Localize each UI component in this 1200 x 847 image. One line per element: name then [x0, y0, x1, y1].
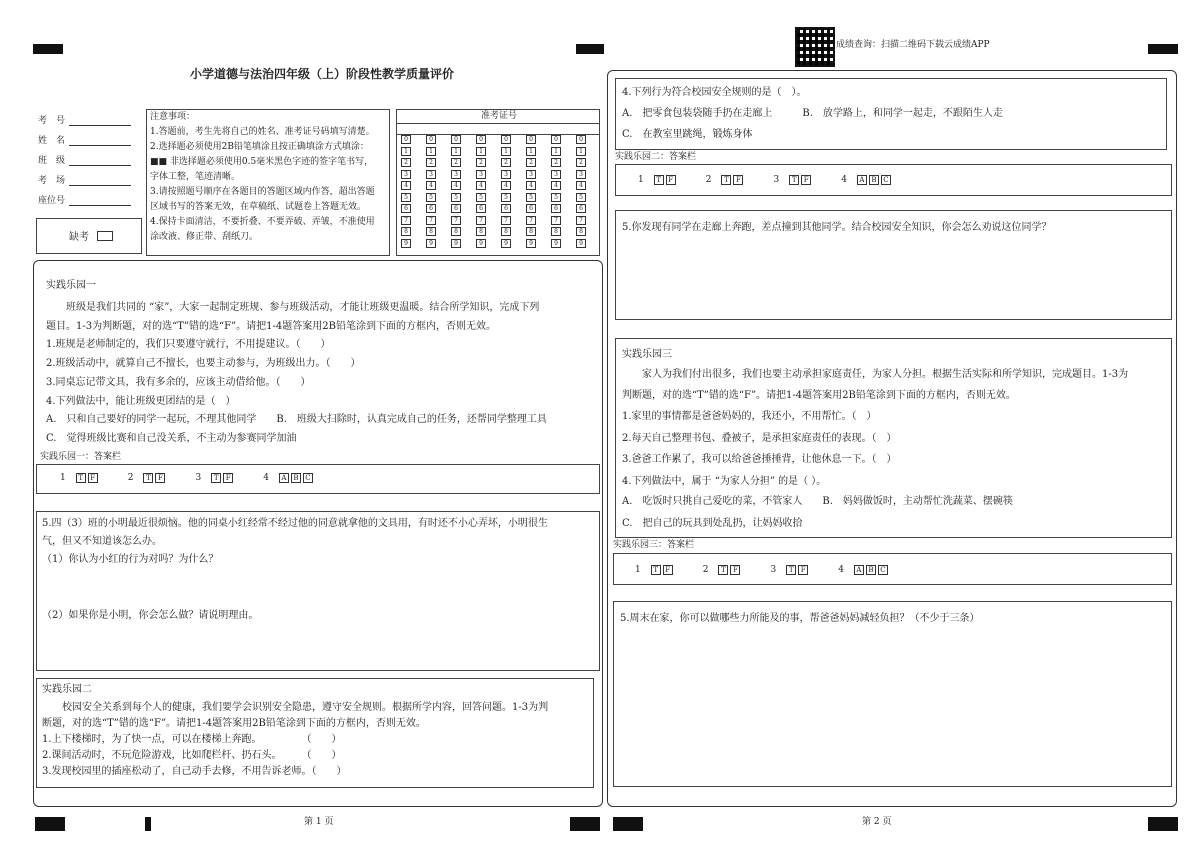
section2-q4-box	[615, 78, 1167, 150]
notes-box	[146, 109, 390, 256]
section2-intro: 校园安全关系到每个人的健康，我们要学会识别安全隐患，遵守安全规则。根据所学内容，回答问题。1-3为判	[42, 702, 549, 713]
digit-bubble[interactable]: 3	[476, 170, 486, 179]
answer-bubble[interactable]: B	[866, 565, 876, 575]
digit-bubble[interactable]: 4	[476, 181, 486, 190]
answer-number: 3	[773, 175, 780, 185]
registration-mark	[613, 817, 643, 831]
digit-bubble[interactable]: 5	[526, 193, 536, 202]
section1-q5-part2: （2）如果你是小明，你会怎么做？请说明理由。	[42, 610, 259, 621]
registration-mark	[33, 44, 63, 54]
digit-bubble[interactable]: 8	[476, 227, 486, 236]
answer-bubble[interactable]: T	[654, 175, 664, 185]
digit-bubble[interactable]: 3	[426, 170, 436, 179]
section2-q4-options: A. 把零食包装袋随手扔在走廊上 B. 放学路上，和同学一起走，不跟陌生人走	[622, 108, 1003, 119]
answer-bubble[interactable]: B	[869, 175, 879, 185]
section2-q5-box	[615, 210, 1172, 320]
digit-bubble[interactable]: 8	[551, 227, 561, 236]
digit-bubble[interactable]: 9	[526, 239, 536, 248]
digit-bubble[interactable]: 7	[451, 216, 461, 225]
section2-q3: 3.发现校园里的插座松动了，自己动手去修，不用告诉老师。（ ）	[42, 766, 347, 777]
digit-bubble[interactable]: 2	[501, 158, 511, 167]
digit-bubble[interactable]: 3	[401, 170, 411, 179]
digit-bubble[interactable]: 5	[576, 193, 586, 202]
digit-bubble[interactable]: 2	[401, 158, 411, 167]
section1-answer-label: 实践乐园一：答案栏	[40, 452, 122, 462]
answer-bubble[interactable]: T	[718, 565, 728, 575]
answer-options	[786, 565, 810, 575]
digit-bubble[interactable]: 9	[476, 239, 486, 248]
answer-options	[857, 175, 893, 185]
digit-bubble[interactable]: 5	[476, 193, 486, 202]
section1-q5-part1: （1）你认为小红的行为对吗？为什么？	[42, 554, 219, 565]
answer-bubble[interactable]: B	[291, 473, 301, 483]
digit-bubble[interactable]: 4	[551, 181, 561, 190]
notes-line: 区域书写的答案无效，在草稿纸、试题卷上答题无效。	[150, 202, 367, 212]
section3-q2: 2.每天自己整理书包、叠被子，是承担家庭责任的表现。（ ）	[622, 433, 897, 444]
answer-bubble[interactable]: T	[211, 473, 221, 483]
notes-line: 3.请按照题号顺序在各题目的答题区域内作答，超出答题	[150, 187, 375, 197]
digit-bubble[interactable]: 4	[501, 181, 511, 190]
answer-number: 1	[60, 473, 66, 483]
section1-q5: 气，但又不知道该怎么办。	[42, 536, 162, 547]
digit-bubble[interactable]: 7	[501, 216, 511, 225]
answer-number: 3	[770, 565, 777, 575]
answer-bubble[interactable]: F	[730, 565, 740, 575]
digit-bubble[interactable]: 0	[426, 135, 436, 144]
digit-bubble[interactable]: 5	[451, 193, 461, 202]
section1-intro: 班级是我们共同的 “家”，大家一起制定班规、参与班级活动，才能让班级更温暖。结合所学知识，完成下列	[46, 302, 540, 313]
answer-number: 4	[838, 565, 844, 575]
admission-digit-column	[426, 135, 436, 250]
answer-bubble[interactable]: T	[721, 175, 731, 185]
answer-options	[654, 175, 678, 185]
digit-bubble[interactable]: 1	[551, 147, 561, 156]
section3-intro: 家人为我们付出很多，我们也要主动承担家庭责任，为家人分担。根据生活实际和所学知识，完成题目。1-3为	[622, 369, 1129, 380]
answer-bubble[interactable]: C	[878, 565, 888, 575]
digit-bubble[interactable]: 0	[501, 135, 511, 144]
notes-line: 2.选择题必须使用2B铅笔填涂且按正确填涂方式填涂：	[150, 142, 369, 152]
digit-bubble[interactable]: 3	[526, 170, 536, 179]
digit-bubble[interactable]: 3	[576, 170, 586, 179]
answer-bubble[interactable]: F	[88, 473, 98, 483]
digit-bubble[interactable]: 7	[576, 216, 586, 225]
section3-q4-options: C. 把自己的玩具到处乱扔，让妈妈收拾	[622, 518, 803, 529]
digit-bubble[interactable]: 1	[426, 147, 436, 156]
section1-q5-box	[36, 511, 600, 671]
answer-options	[76, 473, 100, 483]
section1-q3: 3.同桌忘记带文具，我有多余的，应该主动借给他。（ ）	[46, 377, 311, 388]
page-number: 第 1 页	[304, 817, 334, 827]
answer-options	[854, 565, 890, 575]
section2-intro: 断题，对的选“T”错的选“F”。请把1-4题答案用2B铅笔涂到下面的方框内，否则无效。	[42, 718, 426, 729]
registration-mark	[1148, 817, 1178, 831]
answer-number: 2	[702, 565, 709, 575]
section3-q5: 5.周末在家，你可以做哪些力所能及的事，帮爸爸妈妈减轻负担？（不少于三条）	[620, 613, 980, 624]
digit-bubble[interactable]: 3	[551, 170, 561, 179]
admission-label: 准考证号	[481, 111, 518, 121]
digit-bubble[interactable]: 9	[501, 239, 511, 248]
answer-bubble[interactable]: F	[801, 175, 811, 185]
section1-q4: 4.下列做法中，能让班级更团结的是（ ）	[46, 396, 236, 407]
section2-q4: 4.下列行为符合校园安全规则的是（ ）。	[622, 87, 807, 98]
digit-bubble[interactable]: 6	[576, 204, 586, 213]
digit-bubble[interactable]: 0	[526, 135, 536, 144]
section1-q1: 1.班规是老师制定的，我们只要遵守就行，不用提建议。（ ）	[46, 339, 331, 350]
digit-bubble[interactable]: 1	[476, 147, 486, 156]
digit-bubble[interactable]: 4	[451, 181, 461, 190]
digit-bubble[interactable]: 3	[501, 170, 511, 179]
digit-bubble[interactable]: 7	[426, 216, 436, 225]
digit-bubble[interactable]: 2	[426, 158, 436, 167]
section1-q4-options: C. 觉得班级比赛和自己没关系，不主动为参赛同学加油	[46, 433, 297, 444]
field-exam-number[interactable]: 考 号	[38, 113, 131, 126]
admission-digit-column	[401, 135, 411, 250]
answer-bubble[interactable]: F	[733, 175, 743, 185]
answer-bubble[interactable]: F	[155, 473, 165, 483]
digit-bubble[interactable]: 0	[576, 135, 586, 144]
answer-number: 2	[705, 175, 712, 185]
digit-bubble[interactable]: 7	[526, 216, 536, 225]
answer-bubble[interactable]: C	[303, 473, 313, 483]
answer-bubble[interactable]: T	[651, 565, 661, 575]
answer-bubble[interactable]: T	[143, 473, 153, 483]
digit-bubble[interactable]: 4	[401, 181, 411, 190]
registration-mark	[576, 44, 604, 54]
answer-bubble[interactable]: A	[857, 175, 867, 185]
notes-heading: 注意事项：	[150, 112, 196, 122]
section2-answer-label: 实践乐园二：答案栏	[615, 152, 697, 162]
qr-caption: 成绩查询：扫描二维码下载云成绩APP	[836, 40, 990, 50]
digit-bubble[interactable]: 2	[526, 158, 536, 167]
answer-options	[651, 565, 675, 575]
field-class[interactable]: 班 级	[38, 153, 131, 166]
digit-bubble[interactable]: 3	[451, 170, 461, 179]
section3-q1: 1.家里的事情都是爸爸妈妈的，我还小，不用帮忙。（ ）	[622, 411, 877, 422]
section1-title: 实践乐园一	[46, 280, 96, 291]
notes-line: 字体工整，笔迹清晰。	[150, 172, 241, 182]
answer-bubble[interactable]: A	[854, 565, 864, 575]
digit-bubble[interactable]: 0	[401, 135, 411, 144]
answer-bubble[interactable]: F	[666, 175, 676, 185]
admission-digit-column	[451, 135, 461, 250]
admission-digit-column	[526, 135, 536, 250]
section2-q4-options: C. 在教室里跳绳，锻炼身体	[622, 129, 753, 140]
section2-answer-row[interactable]	[638, 175, 921, 185]
section2-box	[36, 678, 594, 788]
answer-bubble[interactable]: C	[881, 175, 891, 185]
absent-box	[36, 218, 142, 254]
digit-bubble[interactable]: 0	[451, 135, 461, 144]
section3-q5-box	[613, 601, 1172, 787]
digit-bubble[interactable]: 2	[476, 158, 486, 167]
digit-bubble[interactable]: 5	[501, 193, 511, 202]
answer-bubble[interactable]: F	[223, 473, 233, 483]
section3-q3: 3.爸爸工作累了，我可以给爸爸捶捶背，让他休息一下。（ ）	[622, 454, 897, 465]
answer-options	[789, 175, 813, 185]
section1-intro: 题目。1-3为判断题，对的选“T”错的选“F”。请把1-4题答案用2B铅笔涂到下面的方框内，否则无效。	[46, 321, 496, 332]
absent-label: 缺考	[69, 232, 89, 243]
field-seat[interactable]: 座位号	[38, 193, 131, 206]
section1-answer-row[interactable]	[60, 473, 343, 483]
notes-line: 1.答题前，考生先将自己的姓名、准考证号码填写清楚。	[150, 127, 375, 137]
section3-title: 实践乐园三	[622, 349, 672, 360]
digit-bubble[interactable]: 1	[401, 147, 411, 156]
section1-q5: 5.四（3）班的小明最近很烦恼。他的同桌小红经常不经过他的同意就拿他的文具用，有时还不小心弄坏，小明很生	[42, 518, 548, 529]
digit-bubble[interactable]: 8	[501, 227, 511, 236]
answer-bubble[interactable]: T	[786, 565, 796, 575]
section3-q4: 4.下列做法中，属于 “为家人分担” 的是（ ）。	[622, 476, 827, 487]
digit-bubble[interactable]: 8	[426, 227, 436, 236]
field-room[interactable]: 考 场	[38, 173, 131, 186]
admission-digit-column	[476, 135, 486, 250]
absent-checkbox[interactable]	[97, 231, 113, 241]
digit-bubble[interactable]: 6	[501, 204, 511, 213]
digit-bubble[interactable]: 6	[551, 204, 561, 213]
digit-bubble[interactable]: 5	[426, 193, 436, 202]
answer-bubble[interactable]: T	[789, 175, 799, 185]
section2-q1: 1.上下楼梯时，为了快一点，可以在楼梯上奔跑。 （ ）	[42, 734, 342, 745]
section3-box	[615, 338, 1172, 538]
digit-bubble[interactable]: 4	[576, 181, 586, 190]
digit-bubble[interactable]: 1	[576, 147, 586, 156]
section3-answer-row[interactable]	[635, 565, 918, 575]
section3-q4-options: A. 吃饭时只挑自己爱吃的菜，不管家人 B. 妈妈做饭时，主动帮忙洗蔬菜、摆碗筷	[622, 496, 1013, 507]
page-number: 第 2 页	[862, 817, 892, 827]
section3-intro: 判断题，对的选“T”错的选“F”。请把1-4题答案用2B铅笔涂到下面的方框内，否则无效。	[622, 390, 1016, 401]
admission-digit-column	[576, 135, 586, 250]
digit-bubble[interactable]: 2	[576, 158, 586, 167]
registration-mark	[570, 817, 600, 831]
student-info	[38, 113, 131, 206]
notes-line: 4.保持卡面清洁，不要折叠、不要弄破、弄皱，不准使用	[150, 217, 375, 227]
admission-digit-column	[551, 135, 561, 250]
digit-bubble[interactable]: 6	[476, 204, 486, 213]
answer-options	[143, 473, 167, 483]
registration-mark	[145, 817, 151, 831]
field-name[interactable]: 姓 名	[38, 133, 131, 146]
digit-bubble[interactable]: 5	[551, 193, 561, 202]
digit-bubble[interactable]: 6	[401, 204, 411, 213]
registration-mark	[1148, 44, 1178, 54]
digit-bubble[interactable]: 8	[576, 227, 586, 236]
digit-bubble[interactable]: 8	[526, 227, 536, 236]
digit-bubble[interactable]: 9	[426, 239, 436, 248]
answer-number: 3	[195, 473, 202, 483]
digit-bubble[interactable]: 6	[451, 204, 461, 213]
answer-options	[721, 175, 745, 185]
section1-q2: 2.班级活动中，就算自己不擅长，也要主动参与，为班级出力。（ ）	[46, 358, 361, 369]
digit-bubble[interactable]: 7	[401, 216, 411, 225]
digit-bubble[interactable]: 8	[401, 227, 411, 236]
digit-bubble[interactable]: 6	[426, 204, 436, 213]
admission-digit-column	[501, 135, 511, 250]
answer-number: 4	[841, 175, 847, 185]
digit-bubble[interactable]: 0	[476, 135, 486, 144]
notes-line: ■■ 非选择题必须使用0.5毫米黑色字迹的签字笔书写，	[150, 157, 374, 167]
digit-bubble[interactable]: 1	[526, 147, 536, 156]
section2-q5: 5.你发现有同学在走廊上奔跑，差点撞到其他同学。结合校园安全知识，你会怎么劝说这位同学？	[622, 222, 1052, 233]
answer-bubble[interactable]: F	[798, 565, 808, 575]
notes-line: 涂改液、修正带、刮纸刀。	[150, 232, 259, 242]
digit-bubble[interactable]: 4	[526, 181, 536, 190]
answer-options	[211, 473, 235, 483]
answer-options	[718, 565, 742, 575]
digit-bubble[interactable]: 1	[451, 147, 461, 156]
digit-bubble[interactable]: 0	[551, 135, 561, 144]
digit-bubble[interactable]: 9	[576, 239, 586, 248]
answer-bubble[interactable]: F	[663, 565, 673, 575]
digit-bubble[interactable]: 2	[451, 158, 461, 167]
section1-q4-options: A. 只和自己要好的同学一起玩，不理其他同学 B. 班级大扫除时，认真完成自己的任务，还帮同学整理工具	[46, 414, 547, 425]
digit-bubble[interactable]: 2	[551, 158, 561, 167]
section2-title: 实践乐园二	[42, 684, 92, 695]
section3-answer-label: 实践乐园三：答案栏	[613, 540, 695, 550]
answer-number: 1	[638, 175, 644, 185]
digit-bubble[interactable]: 7	[476, 216, 486, 225]
answer-options	[279, 473, 315, 483]
digit-bubble[interactable]: 8	[451, 227, 461, 236]
digit-bubble[interactable]: 7	[551, 216, 561, 225]
digit-bubble[interactable]: 5	[401, 193, 411, 202]
digit-bubble[interactable]: 6	[526, 204, 536, 213]
answer-number: 2	[127, 473, 134, 483]
answer-bubble[interactable]: A	[279, 473, 289, 483]
digit-bubble[interactable]: 1	[501, 147, 511, 156]
qr-code-icon	[795, 27, 835, 67]
page-title: 小学道德与法治四年级（上）阶段性教学质量评价	[190, 67, 455, 81]
section2-q2: 2.课间活动时，不玩危险游戏，比如爬栏杆、扔石头。 （ ）	[42, 750, 342, 761]
digit-bubble[interactable]: 9	[451, 239, 461, 248]
answer-number: 1	[635, 565, 641, 575]
answer-number: 4	[263, 473, 269, 483]
digit-bubble[interactable]: 9	[551, 239, 561, 248]
digit-bubble[interactable]: 9	[401, 239, 411, 248]
digit-bubble[interactable]: 4	[426, 181, 436, 190]
registration-mark	[35, 817, 65, 831]
answer-bubble[interactable]: T	[76, 473, 86, 483]
